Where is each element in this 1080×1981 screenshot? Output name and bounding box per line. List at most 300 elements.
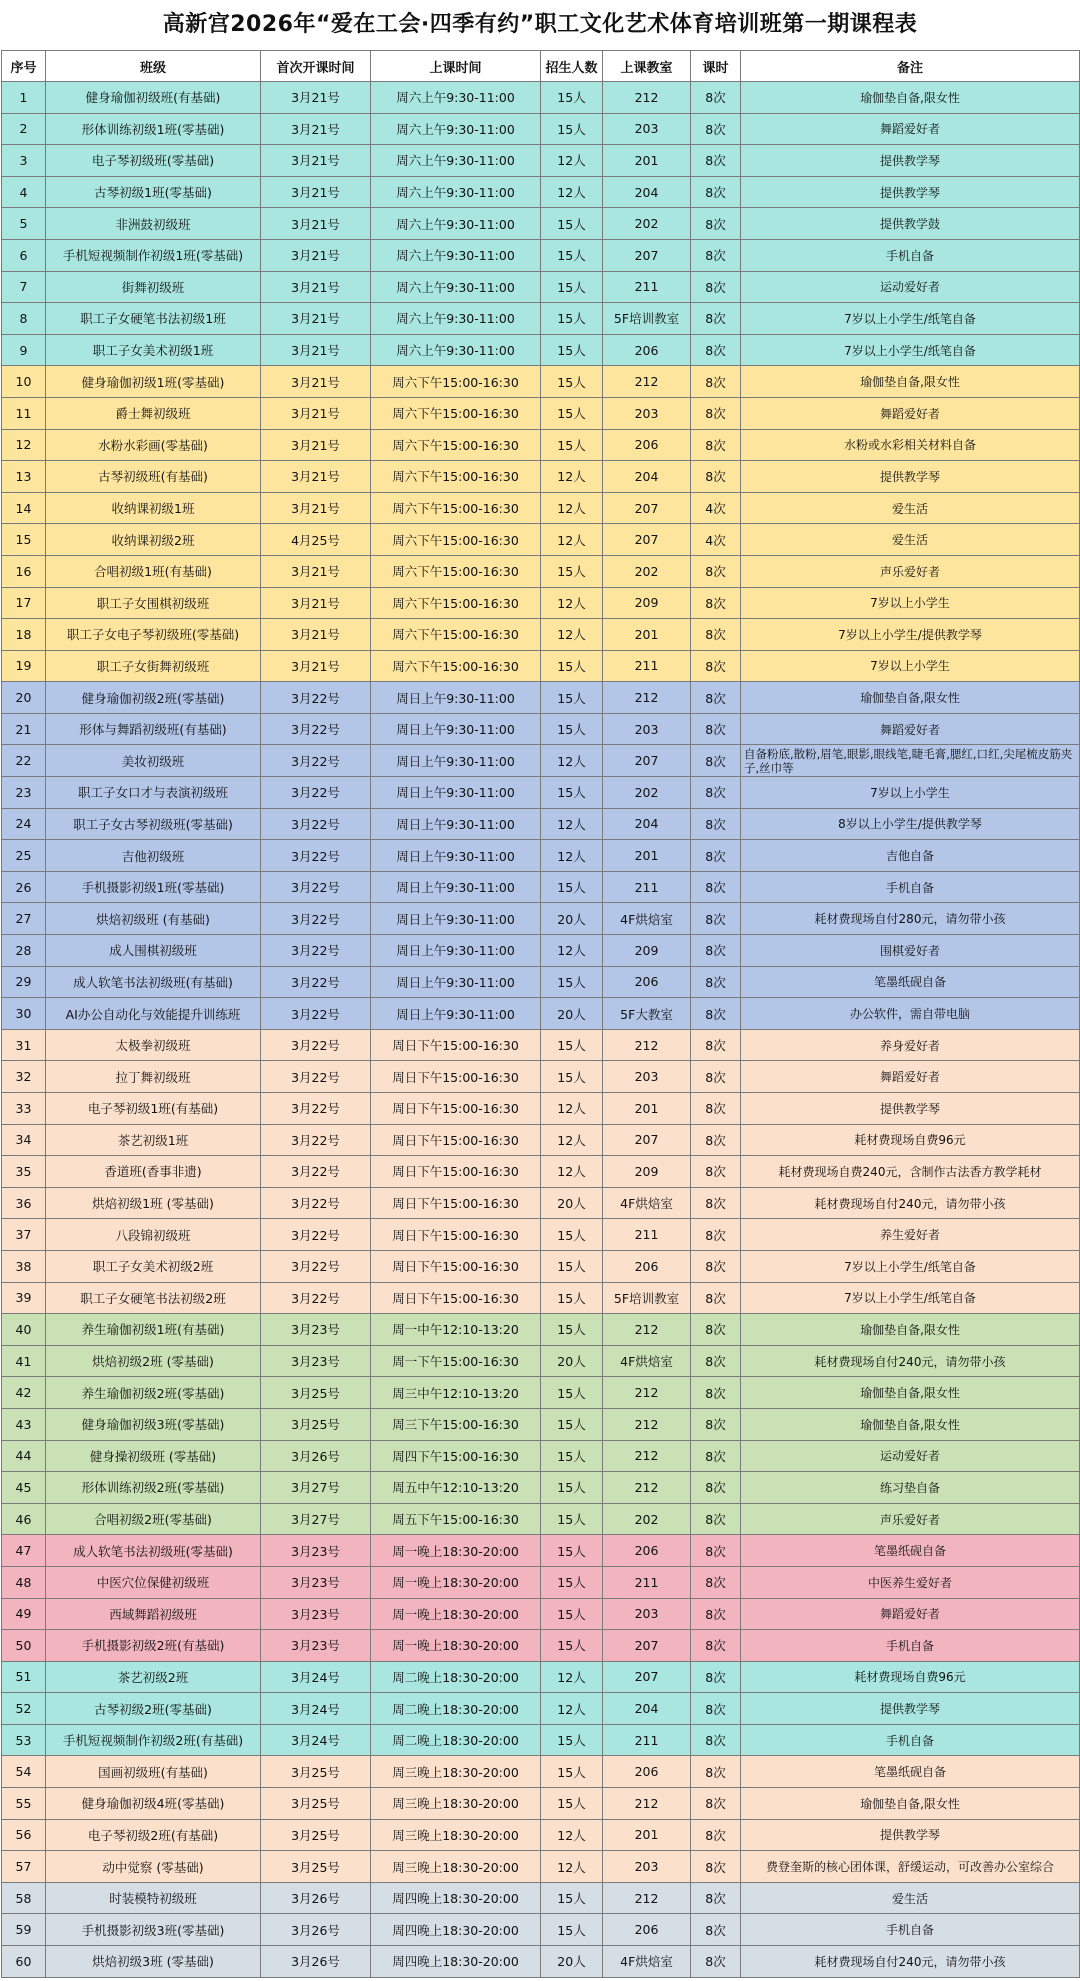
cell-enrollment: 15人 (541, 239, 603, 271)
cell-class-name: 职工子女古琴初级班(零基础) (46, 808, 261, 840)
cell-class-name: 成人围棋初级班 (46, 935, 261, 967)
cell-notes: 手机自备 (741, 1630, 1080, 1662)
cell-sessions: 8次 (691, 1882, 741, 1914)
cell-sessions: 8次 (691, 777, 741, 809)
cell-start-date: 3月21号 (261, 650, 371, 682)
cell-sessions: 8次 (691, 1661, 741, 1693)
cell-sessions: 4次 (691, 492, 741, 524)
table-row (2, 1756, 1080, 1788)
cell-notes: 笔墨纸砚自备 (741, 1756, 1080, 1788)
cell-notes: 提供教学琴 (741, 1693, 1080, 1725)
cell-start-date: 3月22号 (261, 777, 371, 809)
cell-enrollment: 12人 (541, 145, 603, 177)
cell-class-time: 周四晚上18:30-20:00 (371, 1882, 541, 1914)
table-row (2, 1029, 1080, 1061)
cell-class-time: 周一下午15:00-16:30 (371, 1345, 541, 1377)
table-row (2, 1219, 1080, 1251)
cell-class-time: 周日下午15:00-16:30 (371, 1219, 541, 1251)
cell-enrollment: 15人 (541, 1472, 603, 1504)
table-row (2, 1472, 1080, 1504)
cell-enrollment: 15人 (541, 1535, 603, 1567)
table-row (2, 1788, 1080, 1820)
cell-classroom: 212 (603, 366, 691, 398)
cell-notes: 瑜伽垫自备,限女性 (741, 682, 1080, 714)
cell-enrollment: 15人 (541, 397, 603, 429)
table-row (2, 492, 1080, 524)
cell-classroom: 212 (603, 1882, 691, 1914)
cell-class-time: 周二晚上18:30-20:00 (371, 1693, 541, 1725)
cell-class-time: 周六上午9:30-11:00 (371, 145, 541, 177)
cell-class-time: 周六下午15:00-16:30 (371, 492, 541, 524)
cell-sessions: 8次 (691, 1440, 741, 1472)
cell-index: 3 (2, 145, 46, 177)
cell-index: 48 (2, 1566, 46, 1598)
cell-class-name: 养生瑜伽初级1班(有基础) (46, 1314, 261, 1346)
cell-classroom: 206 (603, 1914, 691, 1946)
cell-notes: 声乐爱好者 (741, 555, 1080, 587)
cell-index: 50 (2, 1630, 46, 1662)
table-row (2, 208, 1080, 240)
cell-index: 22 (2, 745, 46, 777)
cell-class-name: 收纳课初级1班 (46, 492, 261, 524)
cell-notes: 水粉或水彩相关材料自备 (741, 429, 1080, 461)
cell-enrollment: 15人 (541, 682, 603, 714)
cell-enrollment: 15人 (541, 1788, 603, 1820)
schedule-table (1, 50, 1080, 1978)
cell-start-date: 3月24号 (261, 1724, 371, 1756)
cell-class-time: 周三下午15:00-16:30 (371, 1408, 541, 1440)
cell-notes: 7岁以上小学生/提供教学琴 (741, 619, 1080, 651)
cell-class-time: 周六下午15:00-16:30 (371, 461, 541, 493)
cell-start-date: 3月22号 (261, 1124, 371, 1156)
cell-enrollment: 15人 (541, 82, 603, 114)
cell-enrollment: 12人 (541, 176, 603, 208)
cell-start-date: 3月26号 (261, 1946, 371, 1978)
page-title: 高新宫2026年“爱在工会·四季有约”职工文化艺术体育培训班第一期课程表 (162, 12, 918, 37)
cell-class-time: 周日下午15:00-16:30 (371, 1156, 541, 1188)
cell-sessions: 8次 (691, 1314, 741, 1346)
cell-index: 29 (2, 966, 46, 998)
cell-notes: 运动爱好者 (741, 271, 1080, 303)
cell-enrollment: 15人 (541, 366, 603, 398)
cell-classroom: 202 (603, 208, 691, 240)
cell-classroom: 203 (603, 713, 691, 745)
cell-index: 41 (2, 1345, 46, 1377)
cell-sessions: 8次 (691, 1598, 741, 1630)
cell-class-name: 街舞初级班 (46, 271, 261, 303)
cell-class-time: 周六下午15:00-16:30 (371, 555, 541, 587)
cell-sessions: 8次 (691, 461, 741, 493)
cell-class-time: 周日下午15:00-16:30 (371, 1250, 541, 1282)
table-row (2, 777, 1080, 809)
cell-notes: 瑜伽垫自备,限女性 (741, 1788, 1080, 1820)
cell-class-name: 烘焙初级1班 (零基础) (46, 1187, 261, 1219)
table-row (2, 650, 1080, 682)
cell-notes: 7岁以上小学生/纸笔自备 (741, 1282, 1080, 1314)
cell-class-time: 周一晚上18:30-20:00 (371, 1630, 541, 1662)
cell-class-time: 周三晚上18:30-20:00 (371, 1819, 541, 1851)
cell-sessions: 8次 (691, 1503, 741, 1535)
cell-classroom: 203 (603, 1851, 691, 1883)
cell-start-date: 3月22号 (261, 713, 371, 745)
cell-class-time: 周日下午15:00-16:30 (371, 1282, 541, 1314)
cell-class-name: 健身瑜伽初级2班(零基础) (46, 682, 261, 714)
cell-start-date: 3月21号 (261, 239, 371, 271)
cell-sessions: 8次 (691, 1345, 741, 1377)
cell-index: 33 (2, 1093, 46, 1125)
table-row (2, 1566, 1080, 1598)
cell-start-date: 3月21号 (261, 397, 371, 429)
table-row (2, 366, 1080, 398)
cell-sessions: 8次 (691, 1156, 741, 1188)
cell-enrollment: 12人 (541, 619, 603, 651)
cell-enrollment: 15人 (541, 1377, 603, 1409)
cell-notes: 提供教学琴 (741, 1819, 1080, 1851)
cell-class-name: 手机摄影初级3班(零基础) (46, 1914, 261, 1946)
cell-index: 19 (2, 650, 46, 682)
cell-index: 56 (2, 1819, 46, 1851)
cell-notes: 提供教学鼓 (741, 208, 1080, 240)
table-body (2, 82, 1080, 1978)
cell-enrollment: 12人 (541, 587, 603, 619)
cell-notes: 中医养生爱好者 (741, 1566, 1080, 1598)
table-row (2, 1440, 1080, 1472)
cell-notes: 7岁以上小学生/纸笔自备 (741, 334, 1080, 366)
cell-sessions: 8次 (691, 1693, 741, 1725)
cell-enrollment: 12人 (541, 840, 603, 872)
cell-index: 59 (2, 1914, 46, 1946)
cell-class-name: 电子琴初级2班(有基础) (46, 1819, 261, 1851)
cell-class-time: 周一中午12:10-13:20 (371, 1314, 541, 1346)
cell-enrollment: 12人 (541, 524, 603, 556)
cell-classroom: 202 (603, 1503, 691, 1535)
cell-index: 36 (2, 1187, 46, 1219)
cell-index: 44 (2, 1440, 46, 1472)
cell-class-name: 成人软笔书法初级班(零基础) (46, 1535, 261, 1567)
cell-notes: 7岁以上小学生 (741, 587, 1080, 619)
table-header-row (2, 51, 1080, 82)
cell-class-name: 国画初级班(有基础) (46, 1756, 261, 1788)
table-row (2, 1124, 1080, 1156)
cell-start-date: 3月22号 (261, 903, 371, 935)
cell-enrollment: 15人 (541, 1566, 603, 1598)
cell-class-name: 非洲鼓初级班 (46, 208, 261, 240)
cell-notes: 手机自备 (741, 1914, 1080, 1946)
table-row (2, 271, 1080, 303)
cell-index: 57 (2, 1851, 46, 1883)
cell-sessions: 8次 (691, 1630, 741, 1662)
cell-sessions: 8次 (691, 935, 741, 967)
cell-classroom: 4F烘焙室 (603, 903, 691, 935)
cell-enrollment: 15人 (541, 1914, 603, 1946)
cell-class-time: 周日上午9:30-11:00 (371, 840, 541, 872)
table-row (2, 1503, 1080, 1535)
cell-class-time: 周日下午15:00-16:30 (371, 1093, 541, 1125)
cell-sessions: 8次 (691, 587, 741, 619)
cell-notes: 费登奎斯的核心团体课，舒缓运动，可改善办公室综合 (741, 1851, 1080, 1883)
cell-sessions: 8次 (691, 555, 741, 587)
table-row (2, 713, 1080, 745)
cell-start-date: 3月22号 (261, 745, 371, 777)
cell-start-date: 3月21号 (261, 176, 371, 208)
cell-index: 54 (2, 1756, 46, 1788)
header-classroom: 上课教室 (603, 51, 691, 82)
table-row (2, 1250, 1080, 1282)
cell-enrollment: 12人 (541, 1693, 603, 1725)
cell-notes: 耗材费现场自付240元，请勿带小孩 (741, 1946, 1080, 1978)
cell-sessions: 8次 (691, 1093, 741, 1125)
table-row (2, 1408, 1080, 1440)
cell-class-name: 茶艺初级2班 (46, 1661, 261, 1693)
cell-class-name: 形体训练初级1班(零基础) (46, 113, 261, 145)
cell-sessions: 8次 (691, 713, 741, 745)
cell-class-name: 爵士舞初级班 (46, 397, 261, 429)
cell-enrollment: 15人 (541, 1503, 603, 1535)
cell-class-time: 周一晚上18:30-20:00 (371, 1535, 541, 1567)
cell-class-name: 形体训练初级2班(零基础) (46, 1472, 261, 1504)
cell-classroom: 203 (603, 113, 691, 145)
cell-enrollment: 15人 (541, 1029, 603, 1061)
cell-classroom: 212 (603, 1314, 691, 1346)
cell-class-name: 电子琴初级1班(有基础) (46, 1093, 261, 1125)
cell-index: 37 (2, 1219, 46, 1251)
cell-enrollment: 20人 (541, 1187, 603, 1219)
cell-classroom: 204 (603, 808, 691, 840)
table-row (2, 1282, 1080, 1314)
cell-class-time: 周日上午9:30-11:00 (371, 777, 541, 809)
cell-class-name: 烘焙初级班 (有基础) (46, 903, 261, 935)
cell-start-date: 3月22号 (261, 1156, 371, 1188)
table-row (2, 1914, 1080, 1946)
cell-start-date: 3月25号 (261, 1819, 371, 1851)
cell-index: 10 (2, 366, 46, 398)
cell-classroom: 212 (603, 1440, 691, 1472)
table-row (2, 903, 1080, 935)
cell-class-name: 吉他初级班 (46, 840, 261, 872)
cell-enrollment: 15人 (541, 713, 603, 745)
cell-classroom: 212 (603, 1408, 691, 1440)
table-row (2, 1093, 1080, 1125)
cell-class-time: 周六上午9:30-11:00 (371, 113, 541, 145)
cell-sessions: 8次 (691, 429, 741, 461)
cell-index: 31 (2, 1029, 46, 1061)
cell-index: 53 (2, 1724, 46, 1756)
table-row (2, 145, 1080, 177)
cell-classroom: 201 (603, 619, 691, 651)
cell-class-time: 周六上午9:30-11:00 (371, 176, 541, 208)
cell-notes: 笔墨纸砚自备 (741, 1535, 1080, 1567)
cell-class-time: 周日上午9:30-11:00 (371, 713, 541, 745)
cell-enrollment: 15人 (541, 1724, 603, 1756)
cell-enrollment: 15人 (541, 1882, 603, 1914)
cell-classroom: 207 (603, 524, 691, 556)
cell-start-date: 3月22号 (261, 1219, 371, 1251)
table-row (2, 1661, 1080, 1693)
cell-start-date: 3月22号 (261, 840, 371, 872)
cell-enrollment: 15人 (541, 1598, 603, 1630)
cell-classroom: 207 (603, 1661, 691, 1693)
cell-sessions: 8次 (691, 1472, 741, 1504)
cell-notes: 爱生活 (741, 492, 1080, 524)
cell-sessions: 8次 (691, 1566, 741, 1598)
cell-notes: 提供教学琴 (741, 176, 1080, 208)
cell-index: 15 (2, 524, 46, 556)
cell-index: 21 (2, 713, 46, 745)
cell-index: 34 (2, 1124, 46, 1156)
cell-notes: 提供教学琴 (741, 461, 1080, 493)
cell-enrollment: 12人 (541, 1093, 603, 1125)
cell-classroom: 206 (603, 966, 691, 998)
table-row (2, 397, 1080, 429)
cell-class-time: 周六下午15:00-16:30 (371, 650, 541, 682)
cell-enrollment: 20人 (541, 998, 603, 1030)
cell-notes: 7岁以上小学生/纸笔自备 (741, 1250, 1080, 1282)
cell-start-date: 3月22号 (261, 998, 371, 1030)
cell-class-name: 职工子女美术初级1班 (46, 334, 261, 366)
cell-sessions: 8次 (691, 1946, 741, 1978)
cell-class-time: 周日上午9:30-11:00 (371, 808, 541, 840)
cell-classroom: 203 (603, 1061, 691, 1093)
cell-classroom: 4F烘焙室 (603, 1187, 691, 1219)
cell-sessions: 8次 (691, 745, 741, 777)
cell-notes: 瑜伽垫自备,限女性 (741, 82, 1080, 114)
cell-index: 32 (2, 1061, 46, 1093)
cell-class-name: 水粉水彩画(零基础) (46, 429, 261, 461)
cell-notes: 舞蹈爱好者 (741, 713, 1080, 745)
table-row (2, 1535, 1080, 1567)
cell-classroom: 206 (603, 1535, 691, 1567)
cell-start-date: 3月25号 (261, 1408, 371, 1440)
cell-start-date: 3月22号 (261, 966, 371, 998)
table-row (2, 1724, 1080, 1756)
cell-notes: 吉他自备 (741, 840, 1080, 872)
cell-start-date: 3月22号 (261, 1250, 371, 1282)
cell-enrollment: 12人 (541, 935, 603, 967)
cell-start-date: 3月21号 (261, 271, 371, 303)
cell-index: 16 (2, 555, 46, 587)
cell-class-time: 周日下午15:00-16:30 (371, 1029, 541, 1061)
cell-index: 51 (2, 1661, 46, 1693)
cell-index: 39 (2, 1282, 46, 1314)
cell-class-time: 周日下午15:00-16:30 (371, 1061, 541, 1093)
table-row (2, 840, 1080, 872)
cell-class-name: 茶艺初级1班 (46, 1124, 261, 1156)
cell-notes: 提供教学琴 (741, 1093, 1080, 1125)
header-start-date: 首次开课时间 (261, 51, 371, 82)
cell-start-date: 3月22号 (261, 1061, 371, 1093)
cell-index: 14 (2, 492, 46, 524)
cell-sessions: 8次 (691, 1124, 741, 1156)
cell-class-time: 周日上午9:30-11:00 (371, 935, 541, 967)
cell-notes: 养生爱好者 (741, 1219, 1080, 1251)
cell-enrollment: 15人 (541, 777, 603, 809)
cell-class-time: 周六下午15:00-16:30 (371, 429, 541, 461)
cell-enrollment: 20人 (541, 903, 603, 935)
cell-start-date: 3月21号 (261, 208, 371, 240)
cell-index: 13 (2, 461, 46, 493)
cell-sessions: 8次 (691, 366, 741, 398)
cell-class-name: 职工子女围棋初级班 (46, 587, 261, 619)
cell-index: 26 (2, 871, 46, 903)
cell-class-time: 周日上午9:30-11:00 (371, 745, 541, 777)
cell-class-name: 时装模特初级班 (46, 1882, 261, 1914)
cell-index: 2 (2, 113, 46, 145)
table-row (2, 555, 1080, 587)
cell-notes: 练习垫自备 (741, 1472, 1080, 1504)
cell-sessions: 8次 (691, 871, 741, 903)
cell-index: 52 (2, 1693, 46, 1725)
cell-start-date: 3月22号 (261, 935, 371, 967)
cell-index: 20 (2, 682, 46, 714)
cell-classroom: 212 (603, 1788, 691, 1820)
cell-notes: 7岁以上小学生/纸笔自备 (741, 303, 1080, 335)
cell-notes: 舞蹈爱好者 (741, 397, 1080, 429)
cell-sessions: 8次 (691, 113, 741, 145)
cell-class-time: 周六上午9:30-11:00 (371, 271, 541, 303)
cell-start-date: 3月21号 (261, 145, 371, 177)
cell-enrollment: 15人 (541, 429, 603, 461)
cell-enrollment: 15人 (541, 555, 603, 587)
cell-classroom: 211 (603, 1724, 691, 1756)
cell-classroom: 206 (603, 334, 691, 366)
cell-index: 30 (2, 998, 46, 1030)
cell-classroom: 209 (603, 935, 691, 967)
table-row (2, 871, 1080, 903)
cell-classroom: 207 (603, 1124, 691, 1156)
cell-sessions: 8次 (691, 303, 741, 335)
cell-start-date: 4月25号 (261, 524, 371, 556)
cell-classroom: 204 (603, 176, 691, 208)
cell-class-time: 周六上午9:30-11:00 (371, 303, 541, 335)
cell-classroom: 5F培训教室 (603, 1282, 691, 1314)
cell-notes: 7岁以上小学生 (741, 650, 1080, 682)
cell-notes: 运动爱好者 (741, 1440, 1080, 1472)
table-row (2, 998, 1080, 1030)
cell-class-name: 健身操初级班 (零基础) (46, 1440, 261, 1472)
header-sessions: 课时 (691, 51, 741, 82)
cell-sessions: 8次 (691, 334, 741, 366)
cell-start-date: 3月23号 (261, 1566, 371, 1598)
cell-classroom: 212 (603, 682, 691, 714)
cell-index: 1 (2, 82, 46, 114)
header-notes: 备注 (741, 51, 1080, 82)
cell-enrollment: 12人 (541, 745, 603, 777)
cell-sessions: 8次 (691, 1535, 741, 1567)
cell-enrollment: 15人 (541, 113, 603, 145)
cell-sessions: 8次 (691, 208, 741, 240)
cell-enrollment: 20人 (541, 1345, 603, 1377)
cell-classroom: 206 (603, 1756, 691, 1788)
cell-class-name: 职工子女硬笔书法初级2班 (46, 1282, 261, 1314)
cell-class-time: 周三晚上18:30-20:00 (371, 1756, 541, 1788)
table-row (2, 619, 1080, 651)
cell-notes: 围棋爱好者 (741, 935, 1080, 967)
cell-class-time: 周六下午15:00-16:30 (371, 587, 541, 619)
cell-enrollment: 12人 (541, 1851, 603, 1883)
cell-enrollment: 15人 (541, 303, 603, 335)
cell-classroom: 212 (603, 1377, 691, 1409)
cell-start-date: 3月25号 (261, 1377, 371, 1409)
table-row (2, 1377, 1080, 1409)
cell-start-date: 3月26号 (261, 1882, 371, 1914)
cell-class-name: 香道班(香事非遗) (46, 1156, 261, 1188)
cell-start-date: 3月24号 (261, 1661, 371, 1693)
cell-sessions: 8次 (691, 619, 741, 651)
cell-enrollment: 15人 (541, 1282, 603, 1314)
cell-index: 43 (2, 1408, 46, 1440)
cell-start-date: 3月22号 (261, 1093, 371, 1125)
cell-notes: 耗材费现场自付280元，请勿带小孩 (741, 903, 1080, 935)
